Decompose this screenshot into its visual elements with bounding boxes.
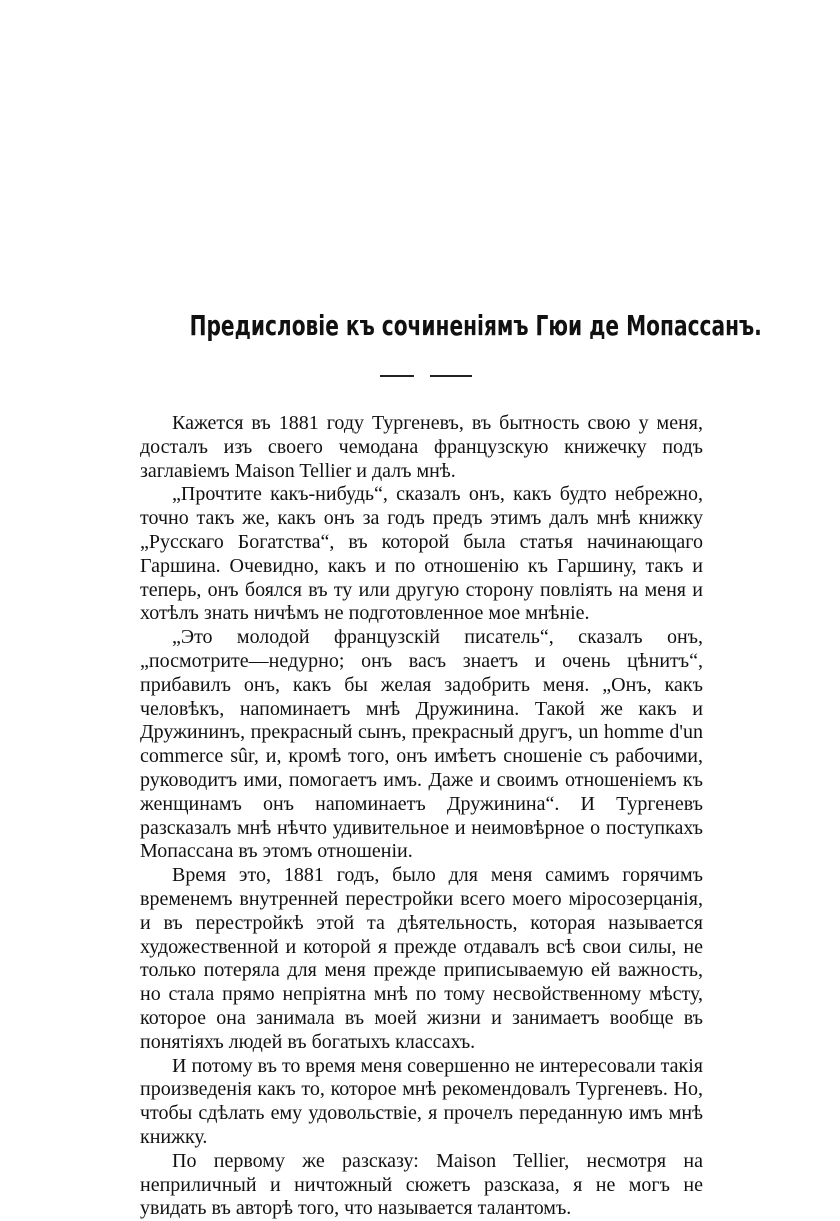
separator-dash bbox=[380, 375, 414, 377]
paragraph: По первому же разсказу: Maison Tellier, несмотря на неприличный и ничтожный сюжетъ разсказа, я не могъ не увидать въ авторѣ того, что называется талантомъ. bbox=[140, 1149, 703, 1220]
paragraph: Кажется въ 1881 году Тургеневъ, въ бытность свою у меня, досталъ изъ своего чемодана французскую книжечку подъ заглавіемъ Maison Tellier и далъ мнѣ. bbox=[140, 412, 703, 482]
title-separator-ornament bbox=[380, 373, 476, 379]
body-text bbox=[140, 412, 703, 1221]
paragraph: И потому въ то время меня совершенно не интересовали такія произведенія какъ то, которое мнѣ рекомендовалъ Тургеневъ. Но, чтобы сдѣлать ему удовольствіе, я прочелъ переданную имъ мнѣ книжку. bbox=[140, 1054, 703, 1148]
paragraph: „Прочтите какъ-нибудь“, сказалъ онъ, какъ будто небрежно, точно такъ же, какъ онъ за годъ предъ этимъ далъ мнѣ книжку „Русскаго Богатства“, въ которой была статья начинающаго Гаршина. Очевидно, какъ и по отношенію къ Гаршину, такъ и теперь, онъ боялся въ ту или другую сторону повліять на меня и хотѣлъ знать ничѣмъ не подготовленное мое мнѣніе. bbox=[140, 483, 703, 625]
paragraph: „Это молодой французскій писатель“, сказалъ онъ, „посмотрите—недурно; онъ васъ знаетъ и очень цѣнитъ“, прибавилъ онъ, какъ бы желая задобрить меня. „Онъ, какъ человѣкъ, напоминаетъ мнѣ Дружинина. Такой же какъ и Дружининъ, прекрасный сынъ, прекрасный другъ, un homme d'un commerce sûr, и, кромѣ того, онъ имѣетъ сношеніе съ рабочими, руководитъ ими, помогаетъ имъ. Даже и своимъ отношеніемъ къ женщинамъ онъ напоминаетъ Дружинина“. И Тургеневъ разсказалъ мнѣ нѣчто удивительное и неимовѣрное о поступкахъ Мопассана въ этомъ отношеніи. bbox=[140, 626, 703, 863]
paragraph: Время это, 1881 годъ, было для меня самимъ горячимъ временемъ внутренней перестройки всего моего міросозерцанія, и въ перестройкѣ этой та дѣятельность, которая называется художественной и которой я прежде отдавалъ всѣ свои силы, не только потеряла для меня прежде приписываемую ей важность, но стала прямо непріятна мнѣ по тому несвойственному мѣсту, которое она занимала въ моей жизни и занимаетъ вообще въ понятіяхъ людей въ богатыхъ классахъ. bbox=[140, 864, 703, 1053]
chapter-title: Предисловіе къ сочиненіямъ Гюи де Мопассанъ. bbox=[189, 309, 762, 342]
separator-dash bbox=[430, 375, 472, 377]
